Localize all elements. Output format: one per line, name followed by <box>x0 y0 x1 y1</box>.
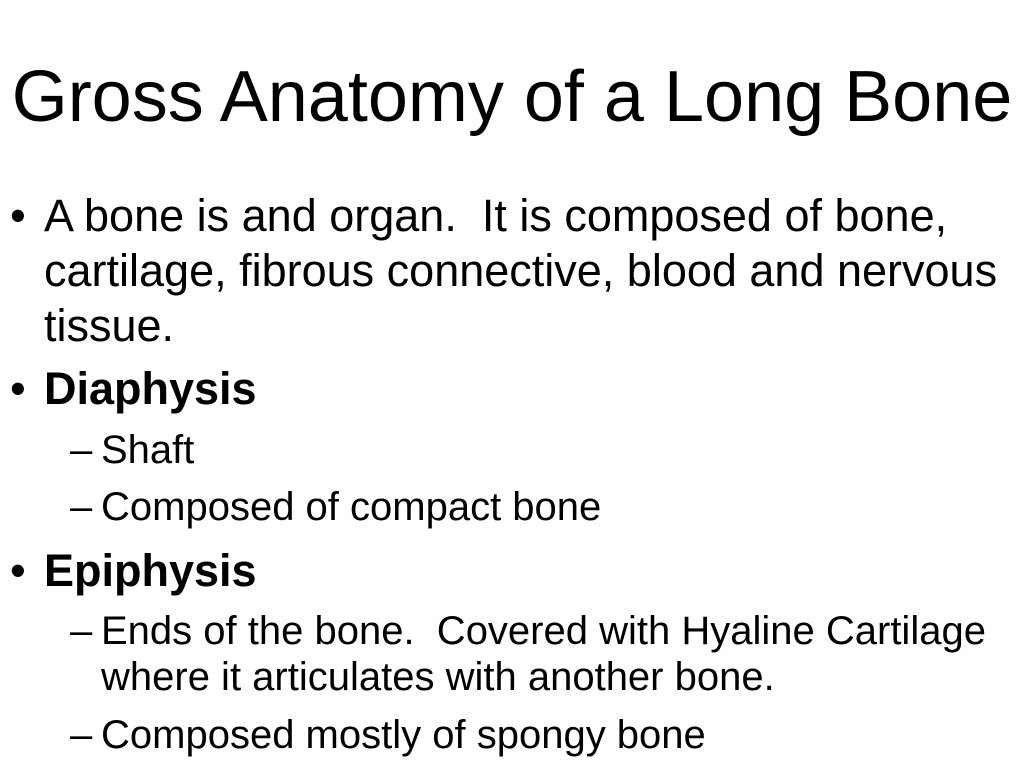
bullet-heading-epiphysis: Epiphysis <box>44 545 257 596</box>
dash-marker: – <box>70 609 93 653</box>
bullet-marker: • <box>10 190 26 241</box>
slide-title: Gross Anatomy of a Long Bone <box>11 57 1013 137</box>
sub-bullet-text: Composed mostly of spongy bone <box>101 713 706 757</box>
bullet-heading-diaphysis: Diaphysis <box>44 363 257 414</box>
dash-marker: – <box>70 428 93 472</box>
bullet-marker: • <box>10 363 26 414</box>
dash-marker: – <box>70 713 93 757</box>
bullet-marker: • <box>10 545 26 596</box>
sub-bullet-text: Ends of the bone. Covered with Hyaline Cartilage where it articulates with another bone. <box>101 609 998 699</box>
bullet-text: A bone is and organ. It is composed of bone, cartilage, fibrous connective, blood and nervous tissue. <box>44 190 1010 351</box>
sub-bullet-text: Composed of compact bone <box>101 485 602 529</box>
sub-bullet-text: Shaft <box>101 428 195 472</box>
dash-marker: – <box>70 485 93 529</box>
